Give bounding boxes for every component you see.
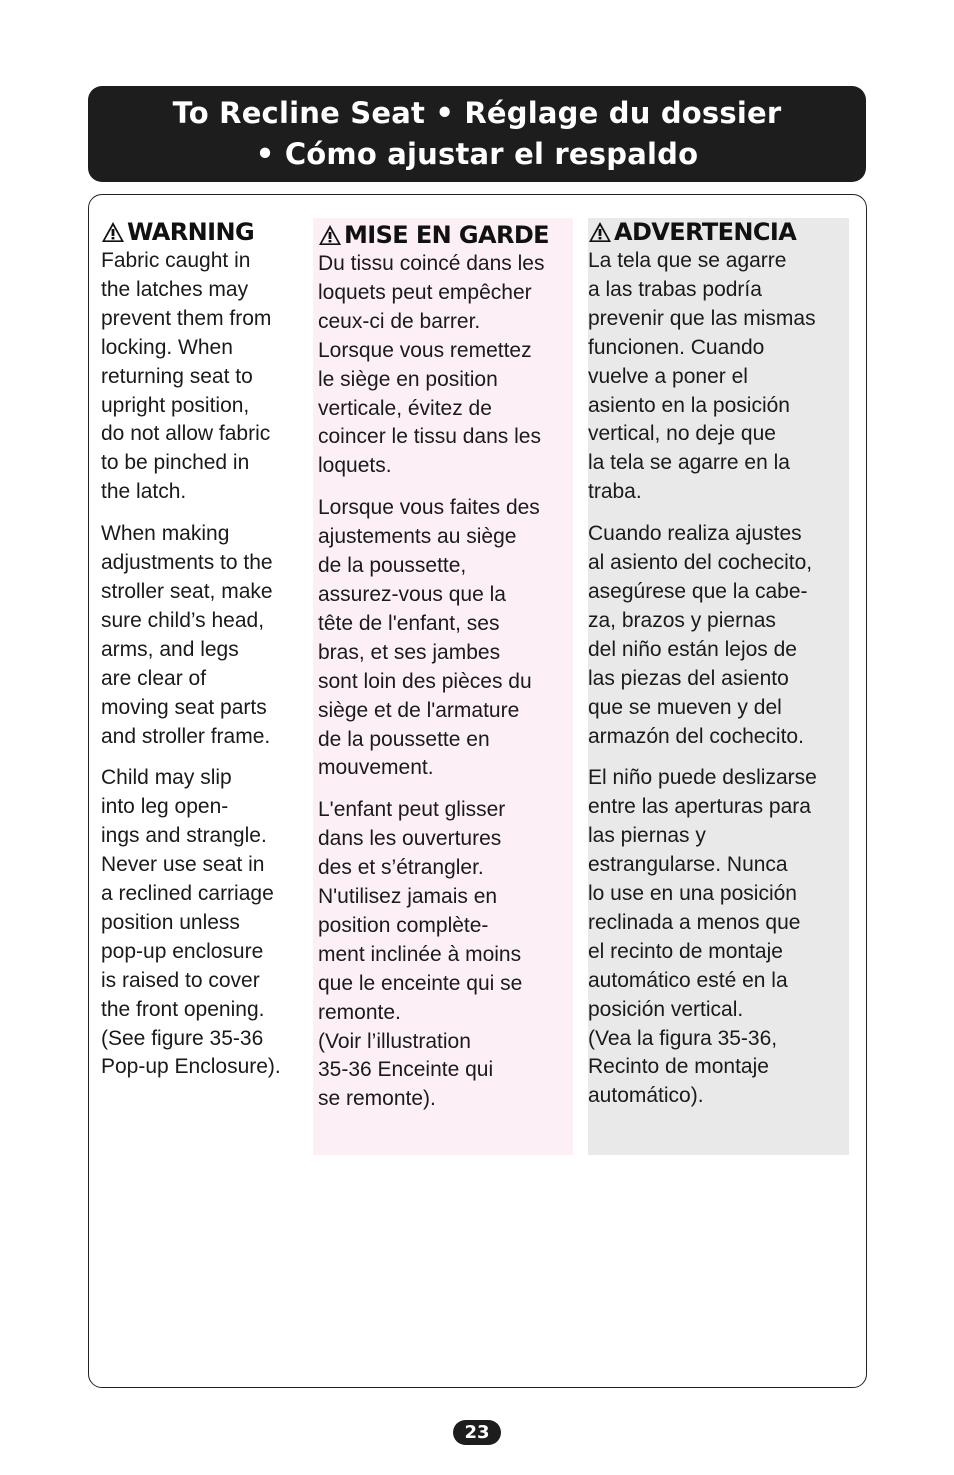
english-warning-heading-text: WARNING xyxy=(127,218,255,246)
french-paragraph-1: Du tissu coincé dans les loquets peut empêcher ceux-ci de barrer. Lorsque vous remettez le siège en position verticale, évitez de coincer le tissu dans les loquets. xyxy=(318,252,545,478)
english-paragraph-1: Fabric caught in the latches may prevent them from locking. When returning seat to upright position, do not allow fabric to be pinched in the latch. xyxy=(101,249,272,504)
page-title-line-2: • Cómo ajustar el respaldo xyxy=(255,137,699,171)
french-warning-column xyxy=(313,218,573,1155)
warning-triangle-icon xyxy=(588,221,612,243)
warning-triangle-icon xyxy=(318,224,342,246)
spanish-warning-heading xyxy=(588,218,849,246)
page-title xyxy=(173,93,782,175)
french-paragraph-2: Lorsque vous faites des ajustements au siège de la poussette, assurez-vous que la tête de l'enfant, ses bras, et ses jambes sont loin des pièces du siège et de l'armature de la poussette en mouvement. xyxy=(318,496,540,780)
page-number-badge: 23 xyxy=(453,1420,501,1445)
english-warning-column xyxy=(101,218,307,1155)
spanish-warning-column xyxy=(588,218,849,1155)
french-warning-heading xyxy=(318,221,573,249)
spanish-paragraph-1: La tela que se agarre a las trabas podría prevenir que las mismas funcionen. Cuando vuelve a poner el asiento en la posición vertical, no deje que la tela se agarre en la traba. xyxy=(588,249,816,504)
french-warning-heading-text: MISE EN GARDE xyxy=(344,221,549,249)
page-title-line-1: To Recline Seat • Réglage du dossier xyxy=(172,96,782,130)
title-bar xyxy=(88,86,866,182)
english-paragraph-3: Child may slip into leg open- ings and strangle. Never use seat in a reclined carriage position unless pop-up enclosure is raised to cover the front opening. (See figure 35-36 Pop-up Enclosure). xyxy=(101,766,281,1079)
french-paragraph-3: L'enfant peut glisser dans les ouvertures des et s’étrangler. N'utilisez jamais en position complète- ment inclinée à moins que le enceinte qui se remonte. (Voir l’illustration 35-36 Enceinte qui se remonte). xyxy=(318,798,523,1111)
spanish-paragraph-3: El niño puede deslizarse entre las aperturas para las piernas y estrangularse. Nunca lo use en una posición reclinada a menos que el recinto de montaje automático esté en la posición vertical. (Vea la figura 35-36, Recinto de montaje automático). xyxy=(588,766,817,1108)
english-warning-heading xyxy=(101,218,307,246)
english-paragraph-2: When making adjustments to the stroller seat, make sure child’s head, arms, and legs are clear of moving seat parts and stroller frame. xyxy=(101,522,273,748)
spanish-paragraph-2: Cuando realiza ajustes al asiento del cochecito, asegúrese que la cabe- za, brazos y piernas del niño están lejos de las piezas del asiento que se mueven y del armazón del cochecito. xyxy=(588,522,813,748)
warning-triangle-icon xyxy=(101,221,125,243)
spanish-warning-heading-text: ADVERTENCIA xyxy=(614,218,797,246)
